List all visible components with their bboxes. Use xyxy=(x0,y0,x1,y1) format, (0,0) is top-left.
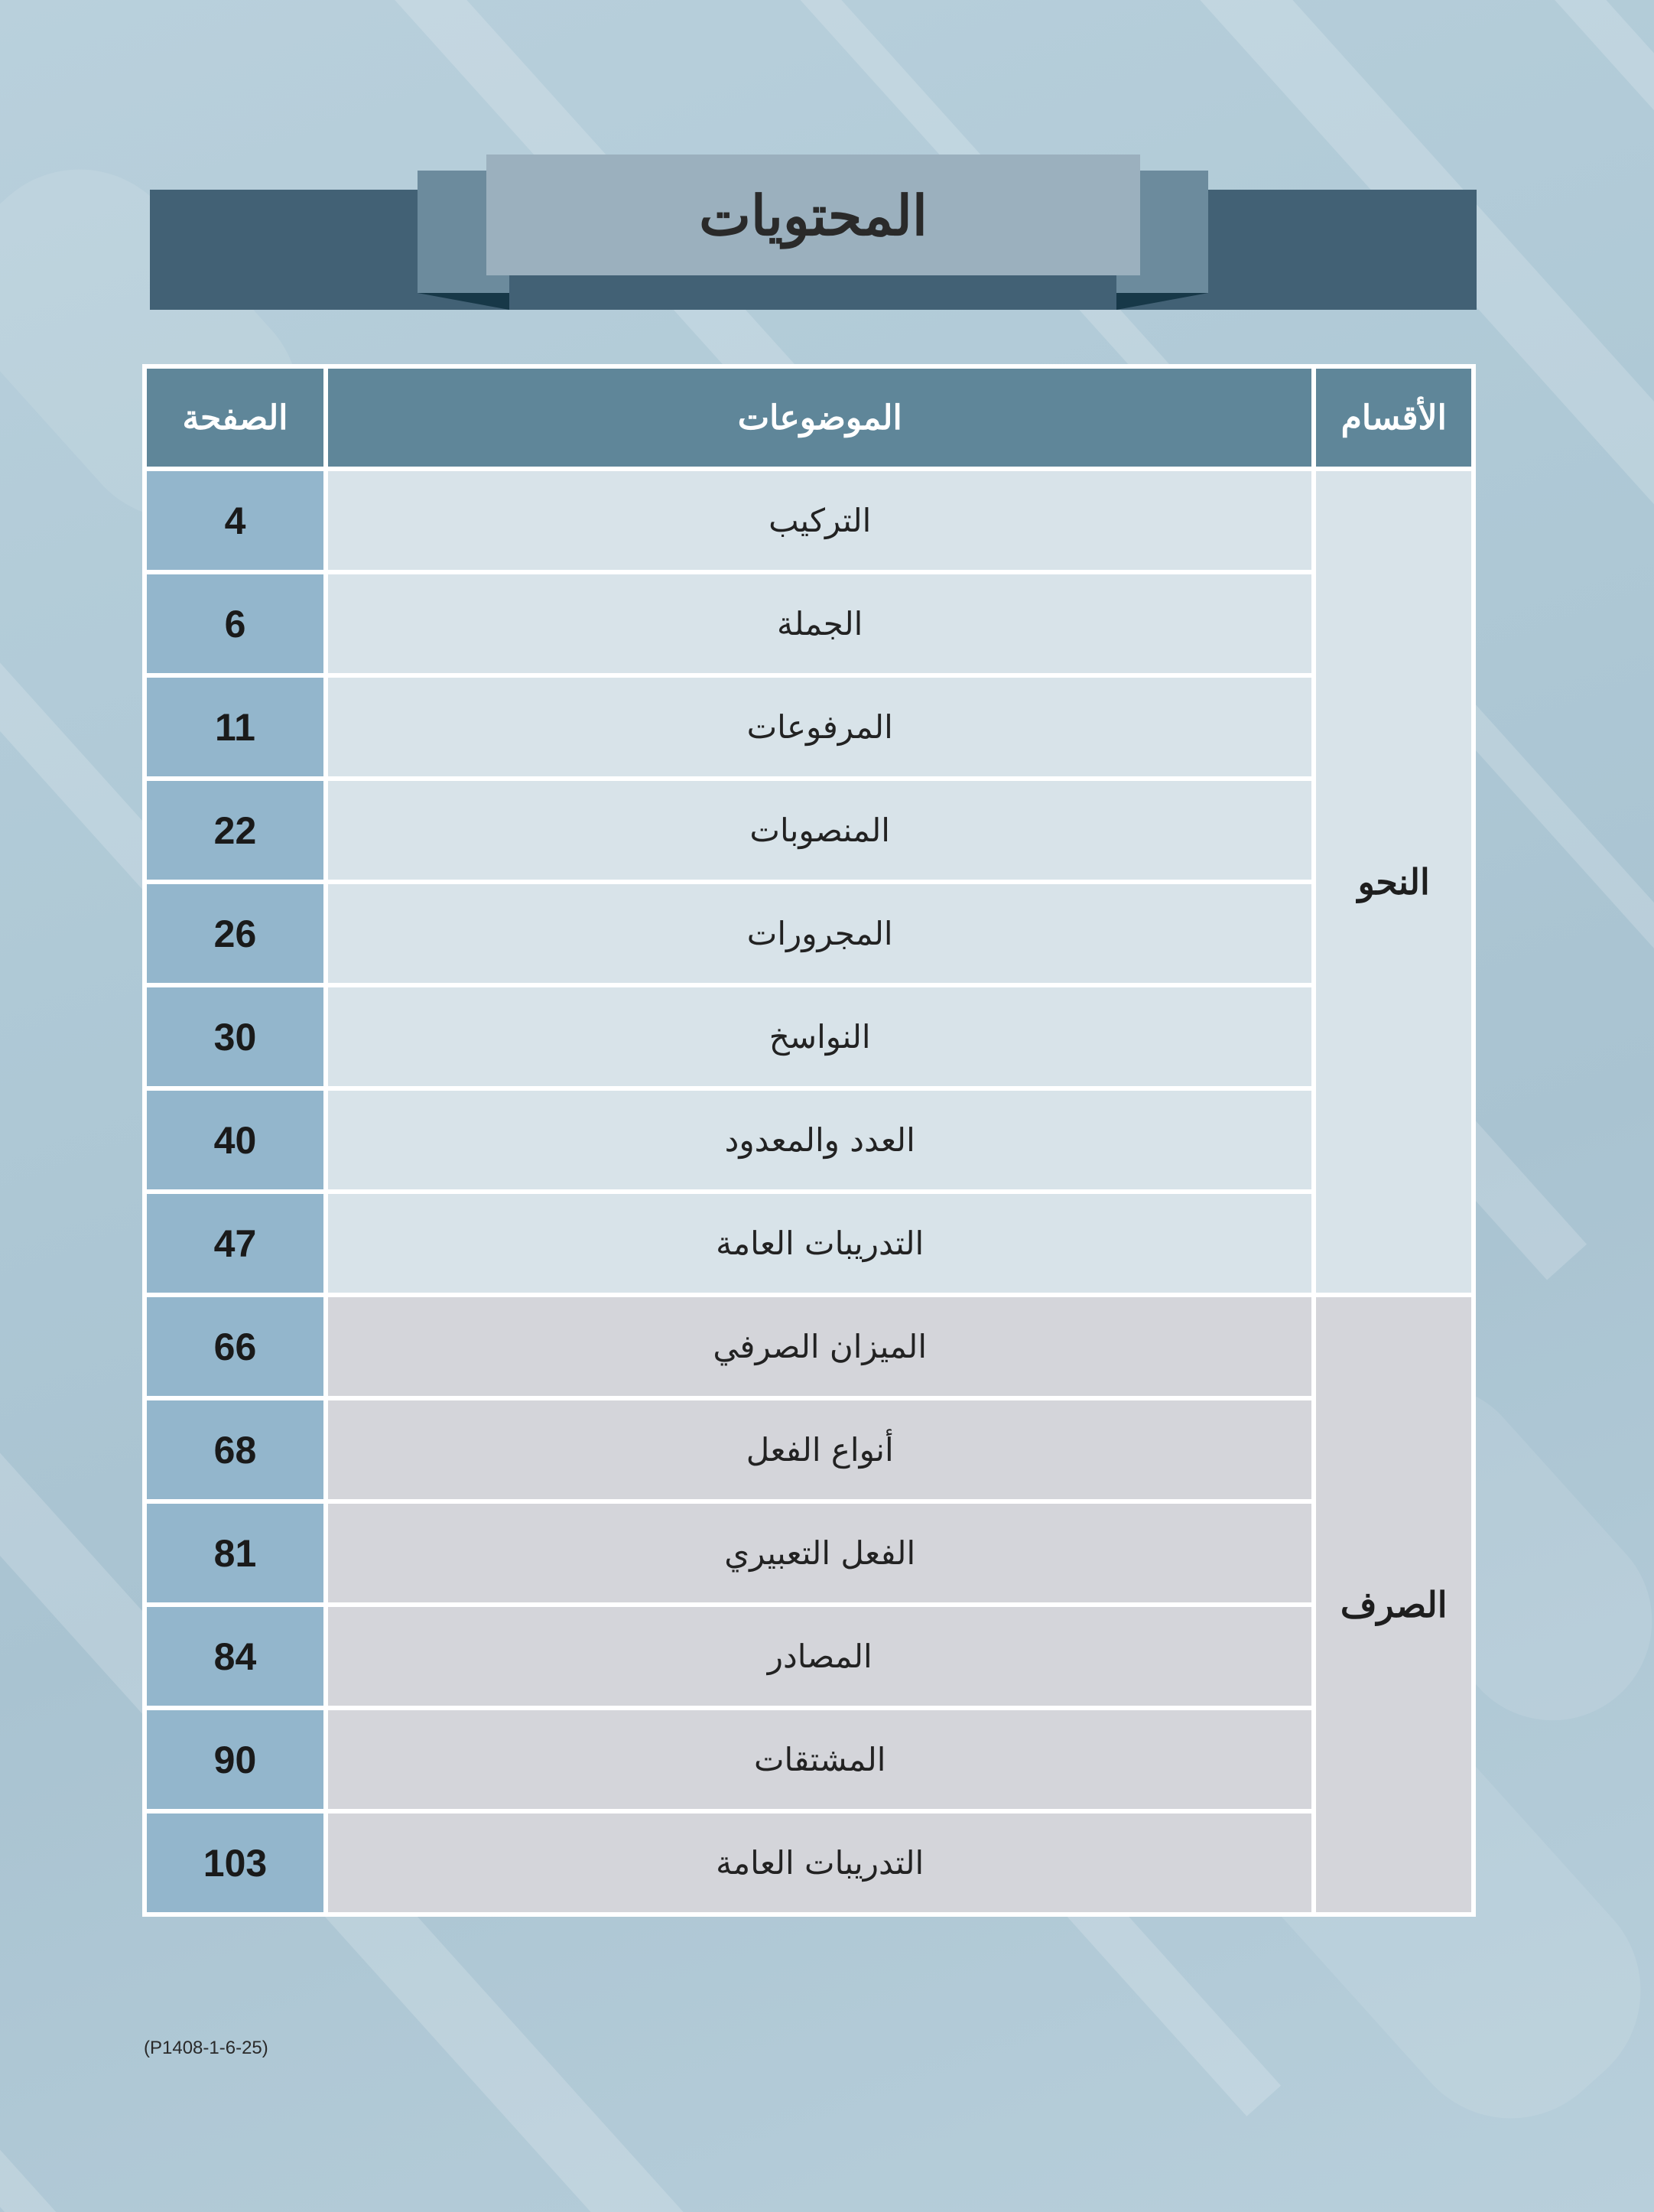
table-row[interactable] xyxy=(147,1194,1471,1293)
table-header-row xyxy=(147,369,1471,467)
section-nahw: النحو xyxy=(1316,471,1471,1293)
page-number: 66 xyxy=(147,1297,323,1396)
table-row[interactable] xyxy=(147,1504,1471,1602)
topic-cell: المشتقات xyxy=(328,1710,1311,1809)
contents-table xyxy=(142,364,1476,1917)
page-number: 84 xyxy=(147,1607,323,1706)
topic-cell: الجملة xyxy=(328,574,1311,673)
table-row[interactable] xyxy=(147,1710,1471,1809)
table-row[interactable] xyxy=(147,987,1471,1086)
section-sarf: الصرف xyxy=(1316,1297,1471,1912)
table-row[interactable] xyxy=(147,1400,1471,1499)
header-topics: الموضوعات xyxy=(328,369,1311,467)
header-page: الصفحة xyxy=(147,369,323,467)
page-number: 47 xyxy=(147,1194,323,1293)
table-row[interactable] xyxy=(147,1814,1471,1912)
topic-cell: المنصوبات xyxy=(328,781,1311,880)
ribbon-shadow-right xyxy=(1116,293,1208,310)
page-number: 90 xyxy=(147,1710,323,1809)
page-number: 103 xyxy=(147,1814,323,1912)
page-number: 6 xyxy=(147,574,323,673)
page-number: 22 xyxy=(147,781,323,880)
table-row[interactable] xyxy=(147,678,1471,776)
header-sections: الأقسام xyxy=(1316,369,1471,467)
page-number: 4 xyxy=(147,471,323,570)
table-row[interactable] xyxy=(147,884,1471,983)
page-number: 68 xyxy=(147,1400,323,1499)
topic-cell: النواسخ xyxy=(328,987,1311,1086)
topic-cell: التركيب xyxy=(328,471,1311,570)
page-title: المحتويات xyxy=(699,182,928,248)
topic-cell: المرفوعات xyxy=(328,678,1311,776)
topic-cell: الفعل التعبيري xyxy=(328,1504,1311,1602)
page-number: 11 xyxy=(147,678,323,776)
table-row[interactable] xyxy=(147,1607,1471,1706)
topic-cell: العدد والمعدود xyxy=(328,1091,1311,1189)
page-number: 26 xyxy=(147,884,323,983)
table-row[interactable] xyxy=(147,1297,1471,1396)
page-number: 81 xyxy=(147,1504,323,1602)
table-row[interactable] xyxy=(147,1091,1471,1189)
topic-cell: التدريبات العامة xyxy=(328,1194,1311,1293)
table-row[interactable] xyxy=(147,471,1471,570)
footer-code: (P1408-1-6-25) xyxy=(144,2038,268,2058)
page-number: 40 xyxy=(147,1091,323,1189)
topic-cell: الميزان الصرفي xyxy=(328,1297,1311,1396)
page-number: 30 xyxy=(147,987,323,1086)
table-row[interactable] xyxy=(147,574,1471,673)
topic-cell: المجرورات xyxy=(328,884,1311,983)
ribbon-shadow-left xyxy=(418,293,509,310)
topic-cell: أنواع الفعل xyxy=(328,1400,1311,1499)
topic-cell: المصادر xyxy=(328,1607,1311,1706)
table-row[interactable] xyxy=(147,781,1471,880)
topic-cell: التدريبات العامة xyxy=(328,1814,1311,1912)
ribbon-center xyxy=(486,155,1140,275)
